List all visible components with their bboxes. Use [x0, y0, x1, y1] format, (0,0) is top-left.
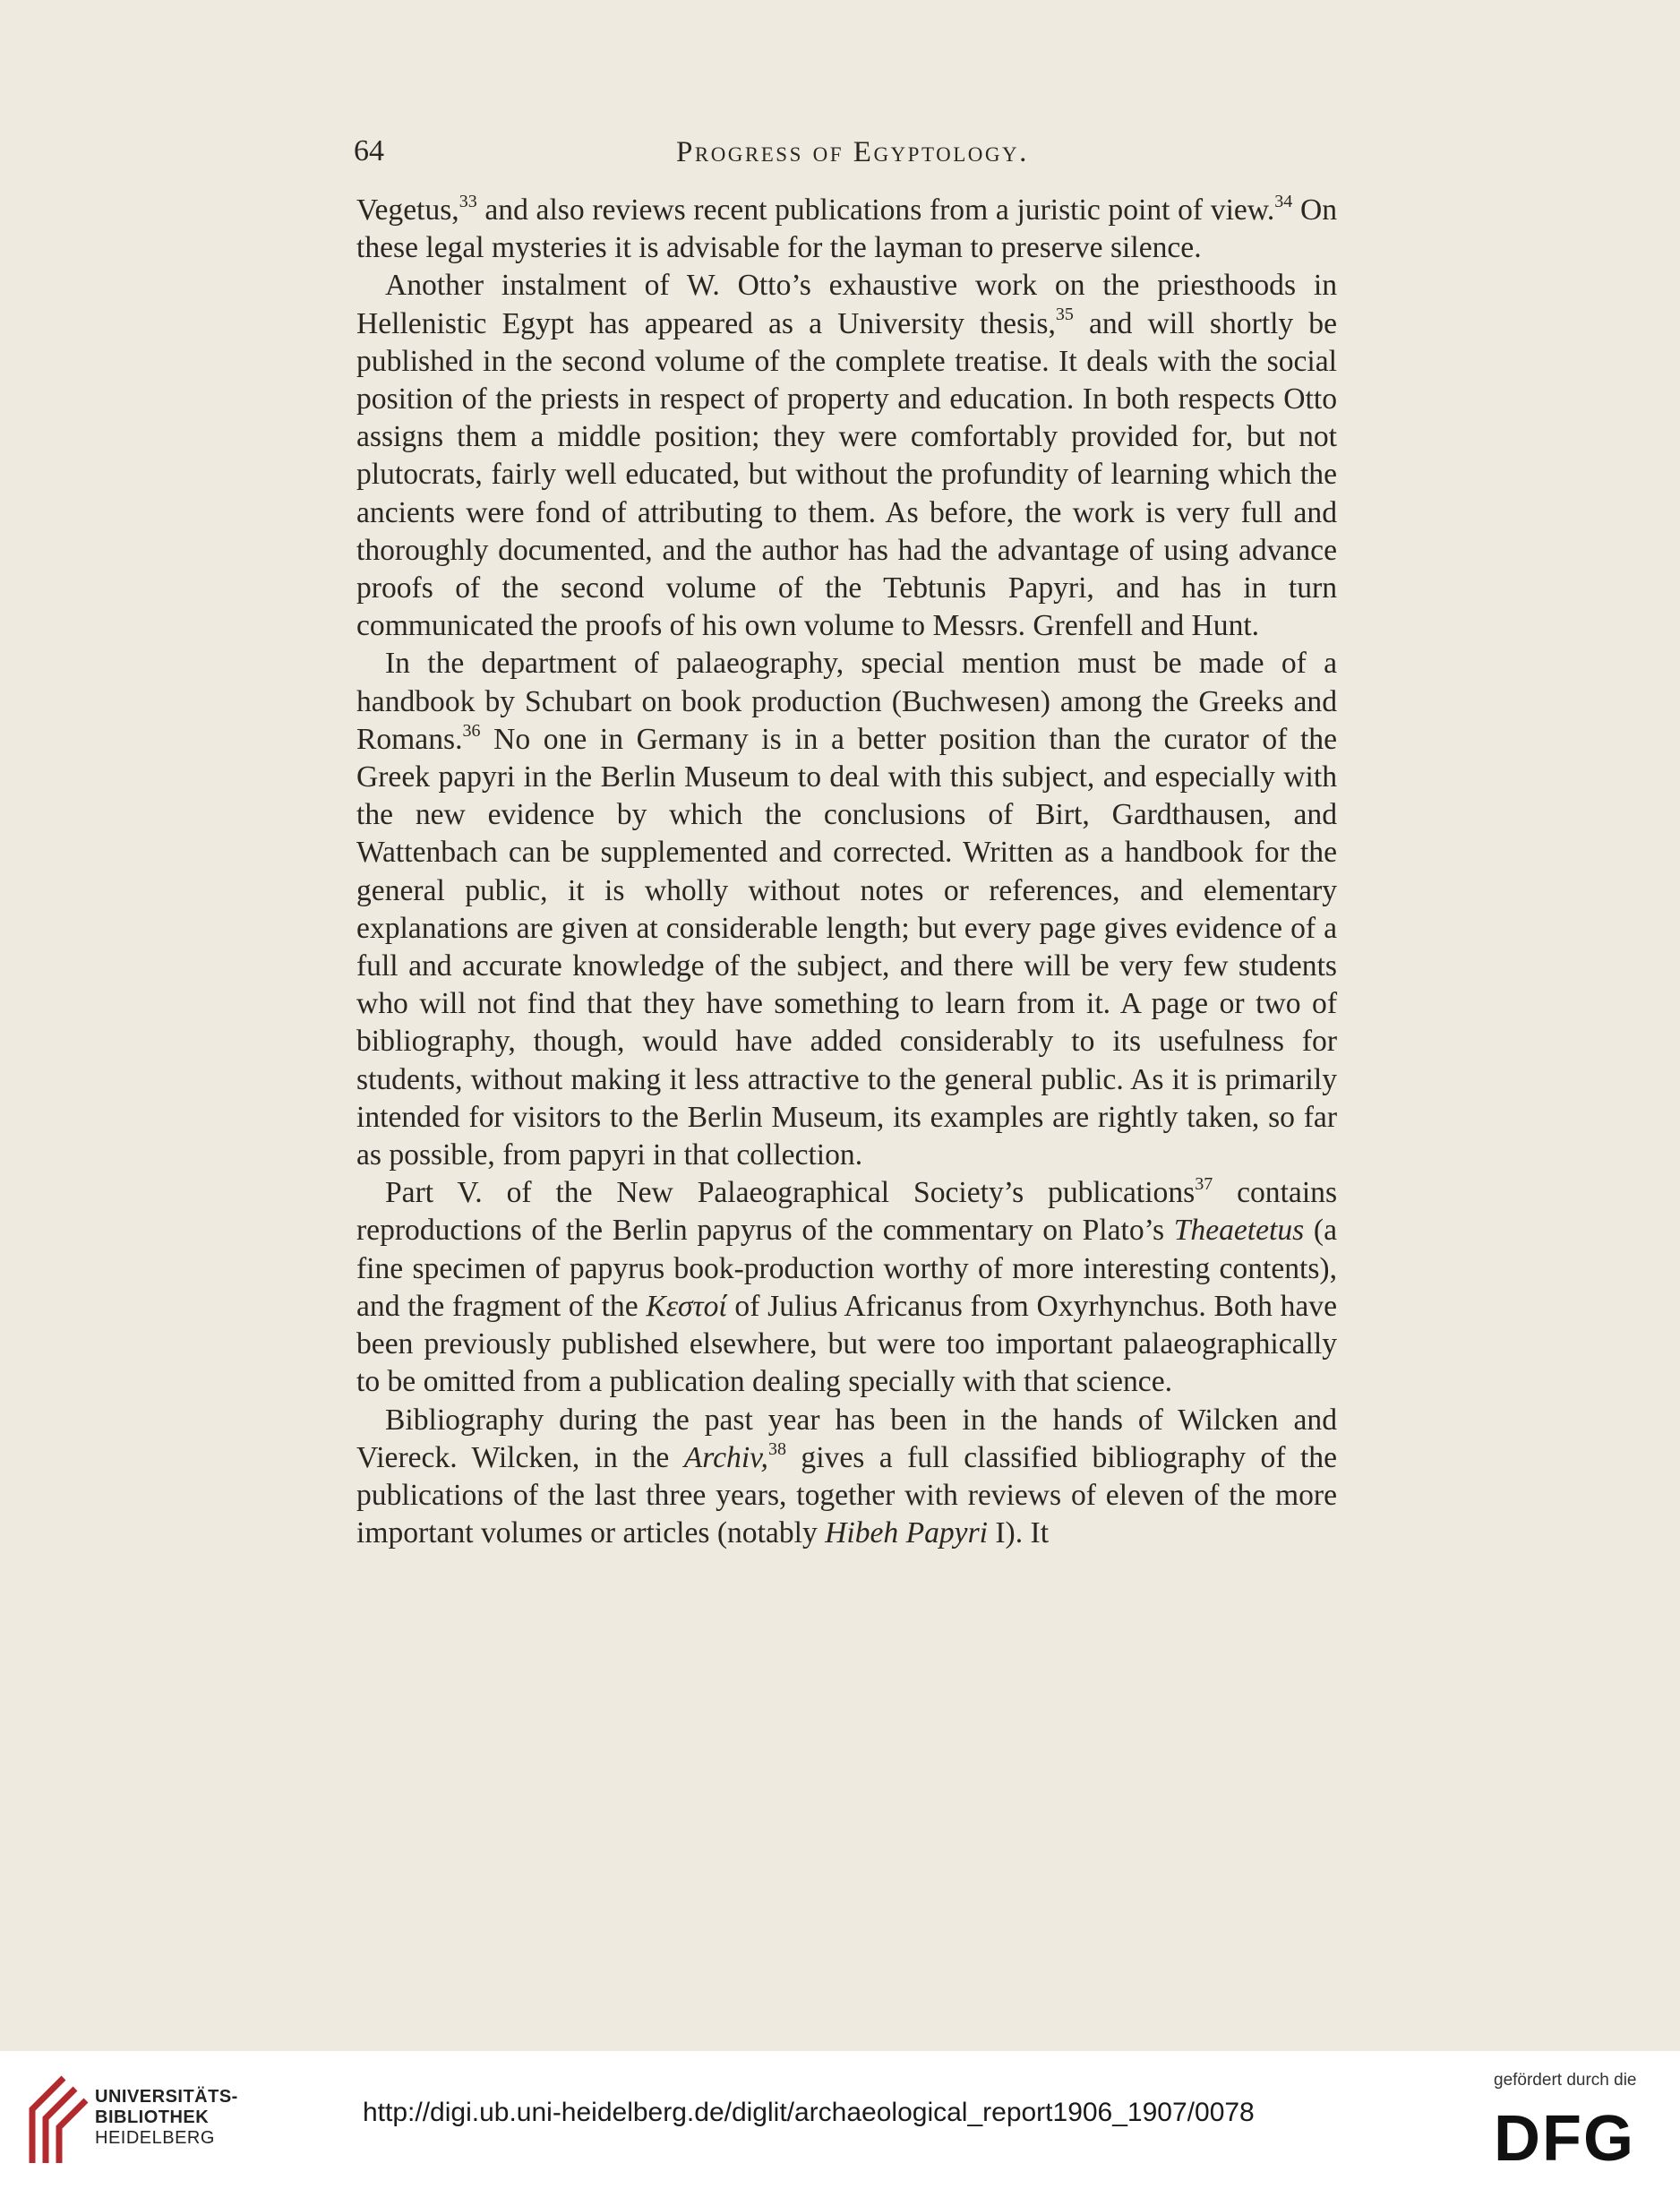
text-run: contains reproductions of the Berlin papyrus of the commentary on Plato’s	[356, 1176, 1338, 1248]
running-head: Progress of Egyptology.	[676, 136, 1029, 168]
paragraph	[356, 1402, 1337, 1553]
page-header	[354, 134, 1334, 179]
dfg-logo-icon	[1494, 2105, 1659, 2168]
dfg-logo-text: DFG	[1494, 2105, 1635, 2168]
text-run: and also reviews recent publications from a juristic point of view.	[476, 193, 1275, 227]
paragraph	[356, 192, 1337, 267]
text-run: gives a full classified bibliography of the publications of the last three years, together with reviews of eleven of the more important volumes or articles (notably	[356, 1440, 1337, 1550]
library-name	[95, 2087, 238, 2149]
library-name-line: UNIVERSITÄTS-	[95, 2087, 238, 2107]
text-run: Bibliography during the past year has been in the hands of Wilcken and Viereck. Wilcken, in the	[356, 1403, 1337, 1474]
text-run: In the department of palaeography, special mention must be made of a handbook by Schubart on book production (Buchwesen) among the Greeks and Romans.	[356, 647, 1337, 756]
footer-bar	[0, 2051, 1680, 2189]
text-run: On these legal mysteries it is advisable for the layman to preserve silence.	[356, 193, 1337, 265]
text-run: Part V. of the New Palaeographical Society’s publications	[385, 1176, 1196, 1210]
funded-by-label: gefördert durch die	[1494, 2071, 1637, 2090]
library-name-line: HEIDELBERG	[95, 2128, 215, 2148]
paragraph	[356, 267, 1337, 645]
footnote-ref: 34	[1274, 191, 1293, 211]
italic-title: Theaetetus	[1173, 1214, 1305, 1248]
paragraph	[356, 645, 1337, 1174]
italic-title: Hibeh Papyri	[825, 1516, 988, 1550]
text-run: of Julius Africanus from Oxyrhynchus. Both have been previously published elsewhere, but were too important palaeographically to be omitted from a publication dealing specially with that science.	[356, 1289, 1337, 1399]
body-text	[356, 192, 1337, 1552]
page-number: 64	[354, 134, 384, 167]
text-run: (a fine specimen of papyrus book-production worthy of more interesting contents), and the fragment of the	[356, 1214, 1338, 1323]
footnote-ref: 35	[1055, 305, 1074, 325]
footnote-ref: 38	[767, 1438, 786, 1459]
footnote-ref: 37	[1195, 1174, 1213, 1195]
italic-title: Archiv,	[683, 1440, 768, 1474]
paragraph	[356, 1174, 1337, 1401]
footnote-ref: 33	[459, 191, 477, 211]
text-run: Another instalment of W. Otto’s exhaustive work on the priesthoods in Hellenistic Egypt has appeared as a University thesis,	[356, 269, 1337, 340]
permalink-url[interactable]: http://digi.ub.uni-heidelberg.de/diglit/archaeological_report1906_1907/0078	[363, 2098, 1255, 2127]
text-run: No one in Germany is in a better position than the curator of the Greek papyri in the Berlin Museum to deal with this subject, and especially with the new evidence by which the conclusions of Birt, Gardthausen, and Wattenbach can be supplemented and corrected. Written as a handbook for the general public, it is wholly without notes or references, and elementary explanations are given at considerable length; but every page gives evidence of a full and accurate knowledge of the subject, and there will be very few students who will not find that they have something to learn from it. A page or two of bibliography, though, would have added considerably to its usefulness for students, without making it less attractive to the general public. As it is primarily intended for visitors to the Berlin Museum, its examples are rightly taken, so far as possible, from papyri in that collection.	[356, 722, 1337, 1172]
university-library-logo-icon	[23, 2069, 104, 2168]
library-name-line: BIBLIOTHEK	[95, 2107, 210, 2127]
text-run: Vegetus,	[356, 193, 459, 227]
text-run: I). It	[987, 1516, 1050, 1550]
italic-title: Κεστοί	[646, 1289, 727, 1323]
footnote-ref: 36	[462, 720, 481, 741]
text-run: and will shortly be published in the second volume of the complete treatise. It deals with the social position of the priests in respect of property and education. In both respects Otto assigns them a middle position; they were comfortably provided for, but not plutocrats, fairly well educated, but without the profundity of learning which the ancients were fond of attributing to them. As before, the work is very full and thoroughly documented, and the author has had the advantage of using advance proofs of the second volume of the Tebtunis Papyri, and has in turn communicated the proofs of his own volume to Messrs. Grenfell and Hunt.	[356, 306, 1337, 643]
